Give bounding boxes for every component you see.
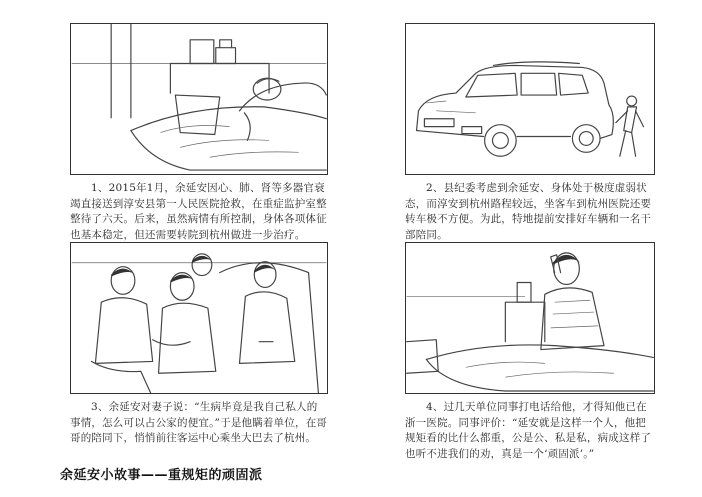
comic-panel-1 (70, 23, 328, 175)
panel-1-caption (70, 181, 328, 243)
comic-panel-4 (405, 242, 655, 394)
comic-panel-2 (405, 23, 655, 175)
hospital-bed-illustration (71, 24, 327, 174)
panel-1-caption-text: 1、2015年1月，余延安因心、肺、肾等多器官衰竭直接送到淳安县第一人民医院抢救，在重症监护室整整待了六天。后来，虽然病情有所控制，身体各项体征也基本稳定，但还需要转院到杭州做进一步治疗。 (70, 182, 327, 241)
panel-4-caption-text: 4、过几天单位同事打电话给他，才得知他已在浙一医院。同事评价：“延安就是这样一个人，他把规矩看的比什么都重，公是公、私是私，病成这样了也听不进我们的劝，真是一个‘顽固派’。” (405, 401, 652, 460)
page-footer-title: 余延安小故事——重规矩的顽固派 (60, 468, 263, 483)
panel-3-caption-text: 3、余延安对妻子说：“生病毕竟是我自己私人的事情，怎么可以占公家的便宜。”于是他瞒着单位，在哥哥的陪同下，悄悄前往客运中心乘坐大巴去了杭州。 (70, 401, 328, 444)
panel-3-caption (70, 400, 328, 447)
panel-4-caption (405, 400, 655, 462)
comic-panel-3 (70, 242, 328, 394)
panel-2-caption (405, 181, 655, 243)
phone-call-illustration (406, 243, 654, 393)
car-illustration (406, 24, 654, 174)
family-illustration (71, 243, 327, 393)
panel-2-caption-text: 2、县纪委考虑到余延安、身体处于极度虚弱状态，而淳安到杭州路程较远，坐客车到杭州医院还要转车极不方便。为此，特地提前安排好车辆和一名干部陪同。 (405, 182, 652, 241)
